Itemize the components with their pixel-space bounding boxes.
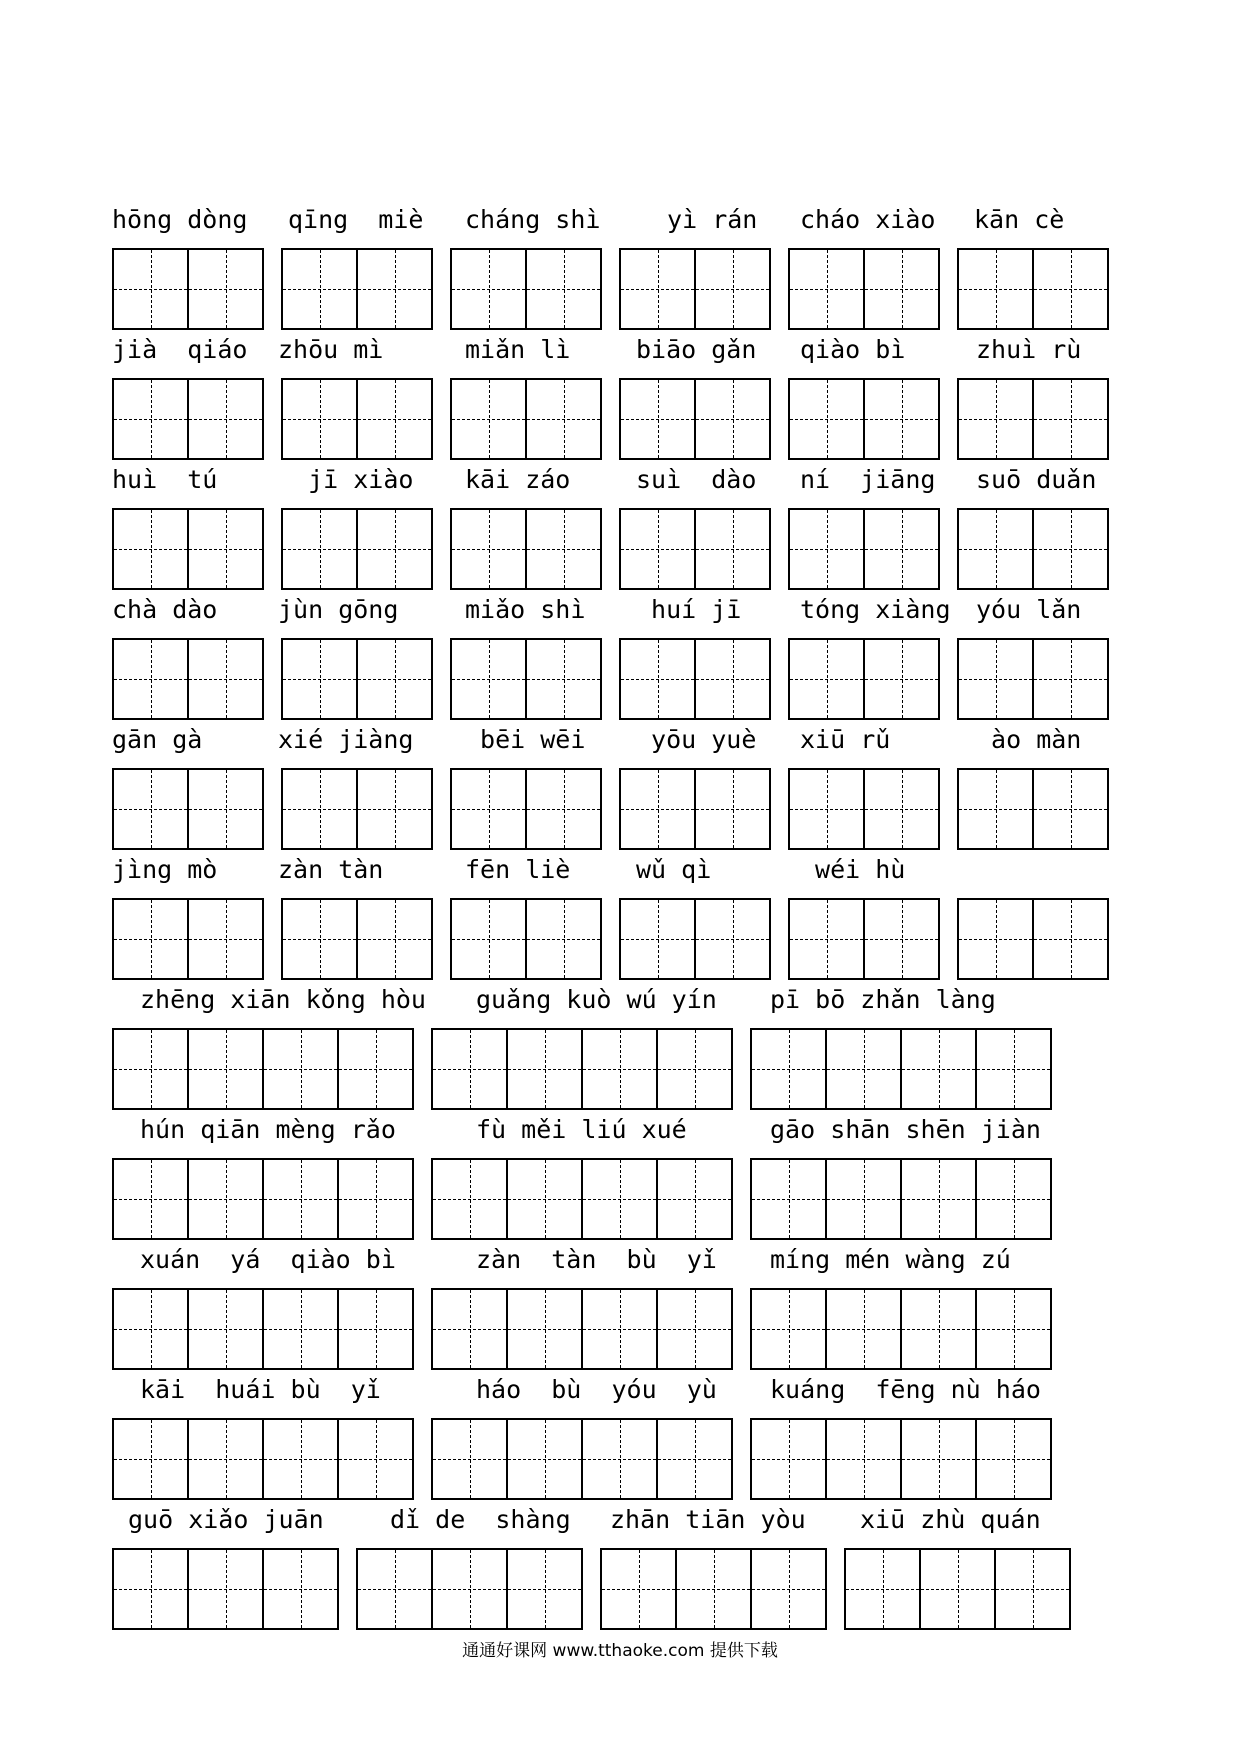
tianzige-cell[interactable] [114, 1030, 189, 1108]
tianzige-cell[interactable] [527, 640, 600, 718]
tianzige-cell[interactable] [790, 640, 865, 718]
tianzige-cell[interactable] [752, 1550, 825, 1628]
writing-box[interactable] [112, 1548, 339, 1630]
tianzige-cell[interactable] [602, 1550, 677, 1628]
tianzige-cell[interactable] [865, 640, 938, 718]
tianzige-cell[interactable] [1034, 770, 1107, 848]
tianzige-cell[interactable] [452, 770, 527, 848]
writing-box[interactable] [619, 898, 771, 980]
tianzige-cell[interactable] [677, 1550, 752, 1628]
tianzige-cell[interactable] [189, 1290, 264, 1368]
tianzige-cell[interactable] [865, 380, 938, 458]
pinyin-label: háo bù yóu yù [476, 1375, 717, 1404]
tianzige-cell[interactable] [959, 510, 1034, 588]
tianzige-cell[interactable] [264, 1420, 339, 1498]
tianzige-cell[interactable] [189, 380, 262, 458]
tianzige-cell[interactable] [1034, 640, 1107, 718]
writing-box[interactable] [450, 768, 602, 850]
tianzige-cell[interactable] [264, 1290, 339, 1368]
writing-box[interactable] [750, 1418, 1052, 1500]
tianzige-cell[interactable] [752, 1160, 827, 1238]
tianzige-cell[interactable] [790, 770, 865, 848]
writing-box[interactable] [619, 508, 771, 590]
writing-box[interactable] [788, 768, 940, 850]
writing-box[interactable] [619, 378, 771, 460]
pinyin-label: jià qiáo [112, 335, 248, 364]
pinyin-label: míng mén wàng zú [770, 1245, 1011, 1274]
tianzige-cell[interactable] [527, 510, 600, 588]
tianzige-cell[interactable] [264, 1030, 339, 1108]
tianzige-cell[interactable] [959, 380, 1034, 458]
pinyin-label: fēn liè [465, 855, 571, 884]
pinyin-label: ní jiāng [800, 465, 936, 494]
pinyin-label: zhān tiān yòu [610, 1505, 806, 1534]
tianzige-cell[interactable] [527, 900, 600, 978]
tianzige-cell[interactable] [696, 770, 769, 848]
tianzige-cell[interactable] [339, 1030, 412, 1108]
tianzige-cell[interactable] [959, 640, 1034, 718]
writing-box[interactable] [431, 1028, 733, 1110]
pinyin-label: yōu yuè [636, 725, 757, 754]
tianzige-cell[interactable] [189, 1420, 264, 1498]
writing-box[interactable] [957, 768, 1109, 850]
tianzige-cell[interactable] [508, 1160, 583, 1238]
tianzige-cell[interactable] [189, 770, 262, 848]
tianzige-cell[interactable] [189, 1160, 264, 1238]
tianzige-cell[interactable] [696, 640, 769, 718]
tianzige-cell[interactable] [358, 770, 431, 848]
pinyin-label: yóu lǎn [976, 595, 1082, 624]
tianzige-cell[interactable] [508, 1290, 583, 1368]
tianzige-cell[interactable] [283, 640, 358, 718]
writing-box[interactable] [957, 898, 1109, 980]
tianzige-cell[interactable] [452, 510, 527, 588]
tianzige-cell[interactable] [114, 900, 189, 978]
writing-box[interactable] [450, 248, 602, 330]
tianzige-cell[interactable] [189, 510, 262, 588]
tianzige-cell[interactable] [658, 1420, 731, 1498]
writing-box[interactable] [281, 638, 433, 720]
writing-box[interactable] [112, 378, 264, 460]
writing-box[interactable] [281, 508, 433, 590]
tianzige-cell[interactable] [865, 770, 938, 848]
pinyin-label: wǔ qì [636, 855, 712, 884]
tianzige-cell[interactable] [959, 250, 1034, 328]
tianzige-cell[interactable] [433, 1290, 508, 1368]
tianzige-cell[interactable] [433, 1550, 508, 1628]
pinyin-label: gān gà [112, 725, 203, 754]
tianzige-cell[interactable] [696, 380, 769, 458]
writing-box[interactable] [431, 1288, 733, 1370]
tianzige-cell[interactable] [696, 900, 769, 978]
tianzige-cell[interactable] [283, 250, 358, 328]
tianzige-cell[interactable] [902, 1420, 977, 1498]
pinyin-label: yì rán [652, 205, 758, 234]
writing-box[interactable] [957, 248, 1109, 330]
tianzige-cell[interactable] [902, 1030, 977, 1108]
tianzige-cell[interactable] [977, 1420, 1050, 1498]
writing-box[interactable] [957, 508, 1109, 590]
writing-box[interactable] [788, 508, 940, 590]
tianzige-cell[interactable] [790, 380, 865, 458]
tianzige-cell[interactable] [790, 250, 865, 328]
writing-box[interactable] [619, 768, 771, 850]
pinyin-label: bēi wēi [465, 725, 586, 754]
pinyin-label: kāi huái bù yǐ [140, 1375, 381, 1404]
tianzige-cell[interactable] [621, 900, 696, 978]
tianzige-cell[interactable] [827, 1290, 902, 1368]
tianzige-cell[interactable] [621, 250, 696, 328]
writing-box[interactable] [431, 1418, 733, 1500]
tianzige-cell[interactable] [621, 380, 696, 458]
writing-box[interactable] [281, 248, 433, 330]
pinyin-label: pī bō zhǎn làng [770, 985, 996, 1014]
pinyin-label: fù měi liú xué [476, 1115, 687, 1144]
tianzige-cell[interactable] [527, 250, 600, 328]
writing-box[interactable] [450, 508, 602, 590]
tianzige-cell[interactable] [1034, 250, 1107, 328]
tianzige-cell[interactable] [189, 250, 262, 328]
pinyin-label: tóng xiàng [800, 595, 951, 624]
pinyin-label: ào màn [976, 725, 1082, 754]
tianzige-cell[interactable] [114, 1550, 189, 1628]
pinyin-label: gāo shān shēn jiàn [770, 1115, 1041, 1144]
writing-box[interactable] [431, 1158, 733, 1240]
writing-box[interactable] [112, 1288, 414, 1370]
pinyin-label: jī xiào [278, 465, 414, 494]
tianzige-cell[interactable] [1034, 510, 1107, 588]
pinyin-label: biāo gǎn [636, 335, 757, 364]
tianzige-cell[interactable] [358, 640, 431, 718]
writing-box[interactable] [112, 638, 264, 720]
tianzige-cell[interactable] [1034, 380, 1107, 458]
tianzige-cell[interactable] [114, 640, 189, 718]
tianzige-cell[interactable] [358, 1550, 433, 1628]
tianzige-cell[interactable] [696, 510, 769, 588]
tianzige-cell[interactable] [189, 1550, 264, 1628]
tianzige-cell[interactable] [790, 900, 865, 978]
pinyin-label: zàn tàn [278, 855, 384, 884]
tianzige-cell[interactable] [959, 900, 1034, 978]
tianzige-cell[interactable] [114, 770, 189, 848]
tianzige-cell[interactable] [827, 1030, 902, 1108]
tianzige-cell[interactable] [189, 1030, 264, 1108]
writing-box[interactable] [450, 378, 602, 460]
pinyin-label: miǎn lì [465, 335, 571, 364]
tianzige-cell[interactable] [583, 1290, 658, 1368]
tianzige-cell[interactable] [977, 1160, 1050, 1238]
tianzige-cell[interactable] [189, 640, 262, 718]
tianzige-cell[interactable] [752, 1420, 827, 1498]
tianzige-cell[interactable] [508, 1550, 581, 1628]
pinyin-label: hún qiān mèng rǎo [140, 1115, 396, 1144]
tianzige-cell[interactable] [189, 900, 262, 978]
writing-box[interactable] [281, 898, 433, 980]
tianzige-cell[interactable] [283, 380, 358, 458]
pinyin-label: jìng mò [112, 855, 218, 884]
writing-box[interactable] [788, 898, 940, 980]
tianzige-cell[interactable] [114, 380, 189, 458]
tianzige-cell[interactable] [452, 640, 527, 718]
writing-box[interactable] [957, 378, 1109, 460]
tianzige-cell[interactable] [658, 1030, 731, 1108]
pinyin-label: xuán yá qiào bì [140, 1245, 396, 1274]
pinyin-label: xiū zhù quán [860, 1505, 1041, 1534]
pinyin-label: kān cè [974, 205, 1065, 234]
tianzige-cell[interactable] [283, 900, 358, 978]
tianzige-cell[interactable] [846, 1550, 921, 1628]
pinyin-label: xiū rǔ [800, 725, 891, 754]
pinyin-label: dǐ de shàng [390, 1505, 571, 1534]
writing-box[interactable] [788, 248, 940, 330]
writing-box[interactable] [450, 638, 602, 720]
tianzige-cell[interactable] [283, 770, 358, 848]
tianzige-cell[interactable] [959, 770, 1034, 848]
tianzige-cell[interactable] [433, 1160, 508, 1238]
tianzige-cell[interactable] [921, 1550, 996, 1628]
pinyin-label: suì dào [636, 465, 757, 494]
tianzige-cell[interactable] [827, 1160, 902, 1238]
tianzige-cell[interactable] [977, 1030, 1050, 1108]
pinyin-label: huí jī [636, 595, 742, 624]
tianzige-cell[interactable] [358, 380, 431, 458]
pinyin-label: guǎng kuò wú yín [476, 985, 717, 1014]
writing-box[interactable] [112, 1158, 414, 1240]
pinyin-label: kuáng fēng nù háo [770, 1375, 1041, 1404]
tianzige-cell[interactable] [583, 1420, 658, 1498]
writing-box[interactable] [619, 638, 771, 720]
pinyin-label: kāi záo [465, 465, 571, 494]
tianzige-cell[interactable] [339, 1160, 412, 1238]
pinyin-label: miǎo shì [465, 595, 586, 624]
footer-credit: 通通好课网 www.tthaoke.com 提供下载 [462, 1641, 778, 1661]
tianzige-cell[interactable] [752, 1290, 827, 1368]
tianzige-cell[interactable] [1034, 900, 1107, 978]
tianzige-cell[interactable] [621, 770, 696, 848]
tianzige-cell[interactable] [658, 1160, 731, 1238]
tianzige-cell[interactable] [865, 250, 938, 328]
writing-box[interactable] [450, 898, 602, 980]
tianzige-cell[interactable] [452, 900, 527, 978]
pinyin-label: xié jiàng [278, 725, 414, 754]
pinyin-label: jùn gōng [278, 595, 399, 624]
writing-box[interactable] [957, 638, 1109, 720]
tianzige-cell[interactable] [527, 380, 600, 458]
tianzige-cell[interactable] [902, 1160, 977, 1238]
tianzige-cell[interactable] [114, 1420, 189, 1498]
tianzige-cell[interactable] [264, 1550, 337, 1628]
pinyin-label: qīng miè [288, 205, 424, 234]
tianzige-cell[interactable] [264, 1160, 339, 1238]
writing-box[interactable] [112, 1028, 414, 1110]
tianzige-cell[interactable] [902, 1290, 977, 1368]
pinyin-label: guō xiǎo juān [128, 1505, 324, 1534]
tianzige-cell[interactable] [621, 510, 696, 588]
tianzige-cell[interactable] [865, 510, 938, 588]
pinyin-label: zhōu mì [278, 335, 384, 364]
pinyin-label: qiào bì [800, 335, 906, 364]
pinyin-label: zàn tàn bù yǐ [476, 1245, 717, 1274]
pinyin-label: huì tú [112, 465, 218, 494]
pinyin-label: zhuì rù [976, 335, 1082, 364]
tianzige-cell[interactable] [358, 510, 431, 588]
tianzige-cell[interactable] [114, 510, 189, 588]
writing-box[interactable] [788, 378, 940, 460]
tianzige-cell[interactable] [452, 380, 527, 458]
writing-box[interactable] [112, 508, 264, 590]
tianzige-cell[interactable] [433, 1420, 508, 1498]
writing-box[interactable] [112, 1418, 414, 1500]
tianzige-cell[interactable] [114, 1290, 189, 1368]
tianzige-cell[interactable] [283, 510, 358, 588]
writing-box[interactable] [750, 1288, 1052, 1370]
writing-box[interactable] [112, 248, 264, 330]
pinyin-label: chà dào [112, 595, 218, 624]
tianzige-cell[interactable] [114, 250, 189, 328]
tianzige-cell[interactable] [452, 250, 527, 328]
pinyin-label: zhēng xiān kǒng hòu [140, 985, 426, 1014]
pinyin-label: wéi hù [800, 855, 906, 884]
tianzige-cell[interactable] [114, 1160, 189, 1238]
tianzige-cell[interactable] [752, 1030, 827, 1108]
pinyin-label: hōng dòng [112, 205, 248, 234]
tianzige-cell[interactable] [658, 1290, 731, 1368]
writing-box[interactable] [600, 1548, 827, 1630]
writing-box[interactable] [619, 248, 771, 330]
tianzige-cell[interactable] [865, 900, 938, 978]
tianzige-cell[interactable] [358, 900, 431, 978]
tianzige-cell[interactable] [527, 770, 600, 848]
tianzige-cell[interactable] [358, 250, 431, 328]
writing-box[interactable] [788, 638, 940, 720]
tianzige-cell[interactable] [583, 1160, 658, 1238]
writing-box[interactable] [281, 378, 433, 460]
tianzige-cell[interactable] [339, 1420, 412, 1498]
writing-box[interactable] [112, 898, 264, 980]
writing-box[interactable] [112, 768, 264, 850]
pinyin-label: cháo xiào [800, 205, 936, 234]
tianzige-cell[interactable] [508, 1420, 583, 1498]
pinyin-label: cháng shì [465, 205, 601, 234]
tianzige-cell[interactable] [339, 1290, 412, 1368]
writing-box[interactable] [750, 1158, 1052, 1240]
tianzige-cell[interactable] [621, 640, 696, 718]
pinyin-label: suō duǎn [976, 465, 1097, 494]
writing-box[interactable] [750, 1028, 1052, 1110]
tianzige-cell[interactable] [996, 1550, 1069, 1628]
tianzige-cell[interactable] [583, 1030, 658, 1108]
tianzige-cell[interactable] [827, 1420, 902, 1498]
writing-box[interactable] [844, 1548, 1071, 1630]
tianzige-cell[interactable] [977, 1290, 1050, 1368]
tianzige-cell[interactable] [696, 250, 769, 328]
tianzige-cell[interactable] [790, 510, 865, 588]
tianzige-cell[interactable] [508, 1030, 583, 1108]
writing-box[interactable] [281, 768, 433, 850]
tianzige-cell[interactable] [433, 1030, 508, 1108]
writing-box[interactable] [356, 1548, 583, 1630]
